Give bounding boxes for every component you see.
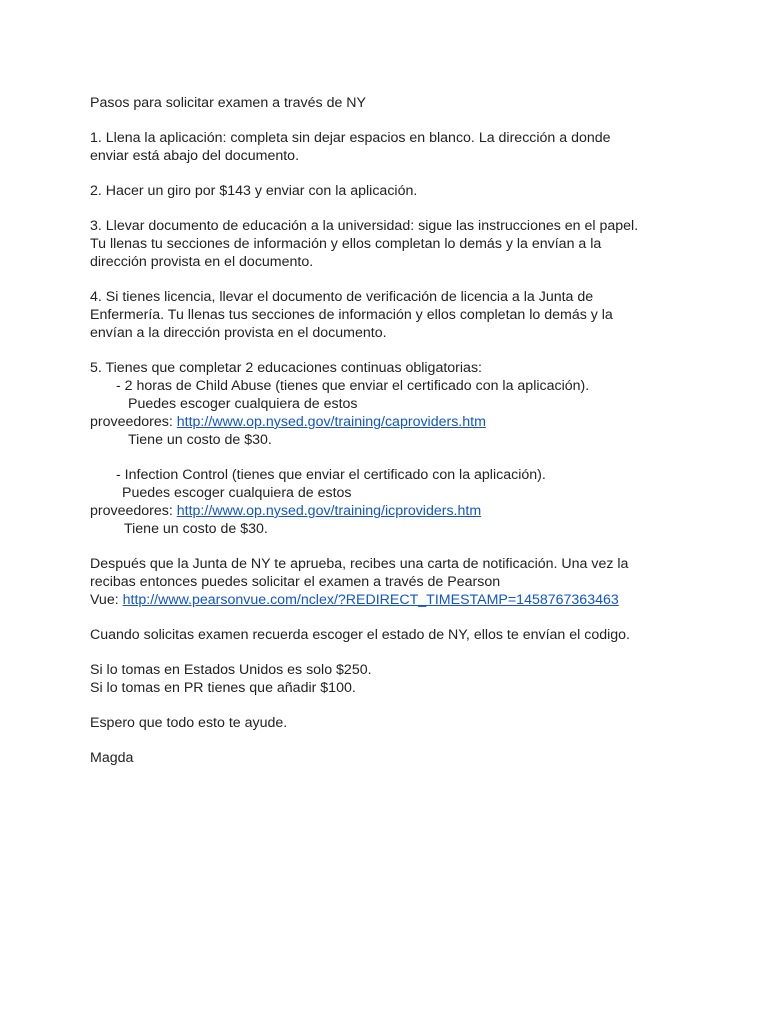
step-3-line-3: dirección provista en el documento. [90, 254, 314, 270]
pearson-line-2: recibas entonces puedes solicitar el examen a través de Pearson [90, 574, 501, 590]
infection-control-cost: Tiene un costo de $30. [124, 521, 268, 537]
step-5-line-1: 5. Tienes que completar 2 educaciones continuas obligatorias: [90, 360, 482, 376]
step-1-line-1: 1. Llena la aplicación: completa sin dejar espacios en blanco. La dirección a donde [90, 130, 611, 146]
child-abuse-providers-line: Puedes escoger cualquiera de estos [128, 396, 358, 412]
infection-control-providers-link[interactable]: http://www.op.nysed.gov/training/icproviders.htm [176, 503, 482, 519]
step-2 [90, 182, 690, 200]
document-body [90, 94, 690, 784]
child-abuse-providers-row [90, 413, 690, 431]
step-3-line-1: 3. Llevar documento de educación a la universidad: sigue las instrucciones en el papel. [90, 218, 639, 234]
document-title: Pasos para solicitar examen a través de NY [90, 95, 366, 111]
child-abuse-cost: Tiene un costo de $30. [128, 432, 272, 448]
pearson-prefix: Vue: [90, 592, 123, 608]
infection-control-providers-line: Puedes escoger cualquiera de estos [122, 485, 352, 501]
infection-control-line: - Infection Control (tienes que enviar el certificado con la aplicación). [116, 467, 546, 483]
step-4 [90, 288, 690, 342]
child-abuse-providers-link[interactable]: http://www.op.nysed.gov/training/caproviders.htm [176, 414, 486, 430]
infection-control-providers-prefix: proveedores: [90, 503, 177, 519]
step-4-line-3: envían a la dirección provista en el documento. [90, 325, 387, 341]
signature: Magda [90, 750, 134, 766]
pearson-row [90, 591, 690, 609]
step-3 [90, 217, 690, 271]
closing: Espero que todo esto te ayude. [90, 715, 288, 731]
step-2-line-1: 2. Hacer un giro por $143 y enviar con la aplicación. [90, 183, 418, 199]
step-5-child-abuse [90, 359, 690, 449]
cost-paragraph [90, 661, 690, 697]
step-1-line-2: enviar está abajo del documento. [90, 148, 300, 164]
child-abuse-line: - 2 horas de Child Abuse (tienes que enviar el certificado con la aplicación). [116, 378, 590, 394]
step-1 [90, 129, 690, 165]
child-abuse-providers-prefix: proveedores: [90, 414, 177, 430]
code-note: Cuando solicitas examen recuerda escoger el estado de NY, ellos te envían el codigo. [90, 627, 630, 643]
step-4-line-2: Enfermería. Tu llenas tus secciones de información y ellos completan lo demás y la [90, 307, 613, 323]
pearson-paragraph [90, 555, 690, 609]
step-5-infection-control [90, 466, 690, 538]
pearson-vue-link[interactable]: http://www.pearsonvue.com/nclex/?REDIRECT_TIMESTAMP=1458767363463 [122, 592, 619, 608]
cost-us: Si lo tomas en Estados Unidos es solo $250. [90, 662, 372, 678]
infection-control-providers-row [90, 502, 690, 520]
cost-pr: Si lo tomas en PR tienes que añadir $100. [90, 680, 356, 696]
step-3-line-2: Tu llenas tu secciones de información y ellos completan lo demás y la envían a la [90, 236, 602, 252]
step-4-line-1: 4. Si tienes licencia, llevar el documento de verificación de licencia a la Junta de [90, 289, 594, 305]
pearson-line-1: Después que la Junta de NY te aprueba, recibes una carta de notificación. Una vez la [90, 556, 629, 572]
